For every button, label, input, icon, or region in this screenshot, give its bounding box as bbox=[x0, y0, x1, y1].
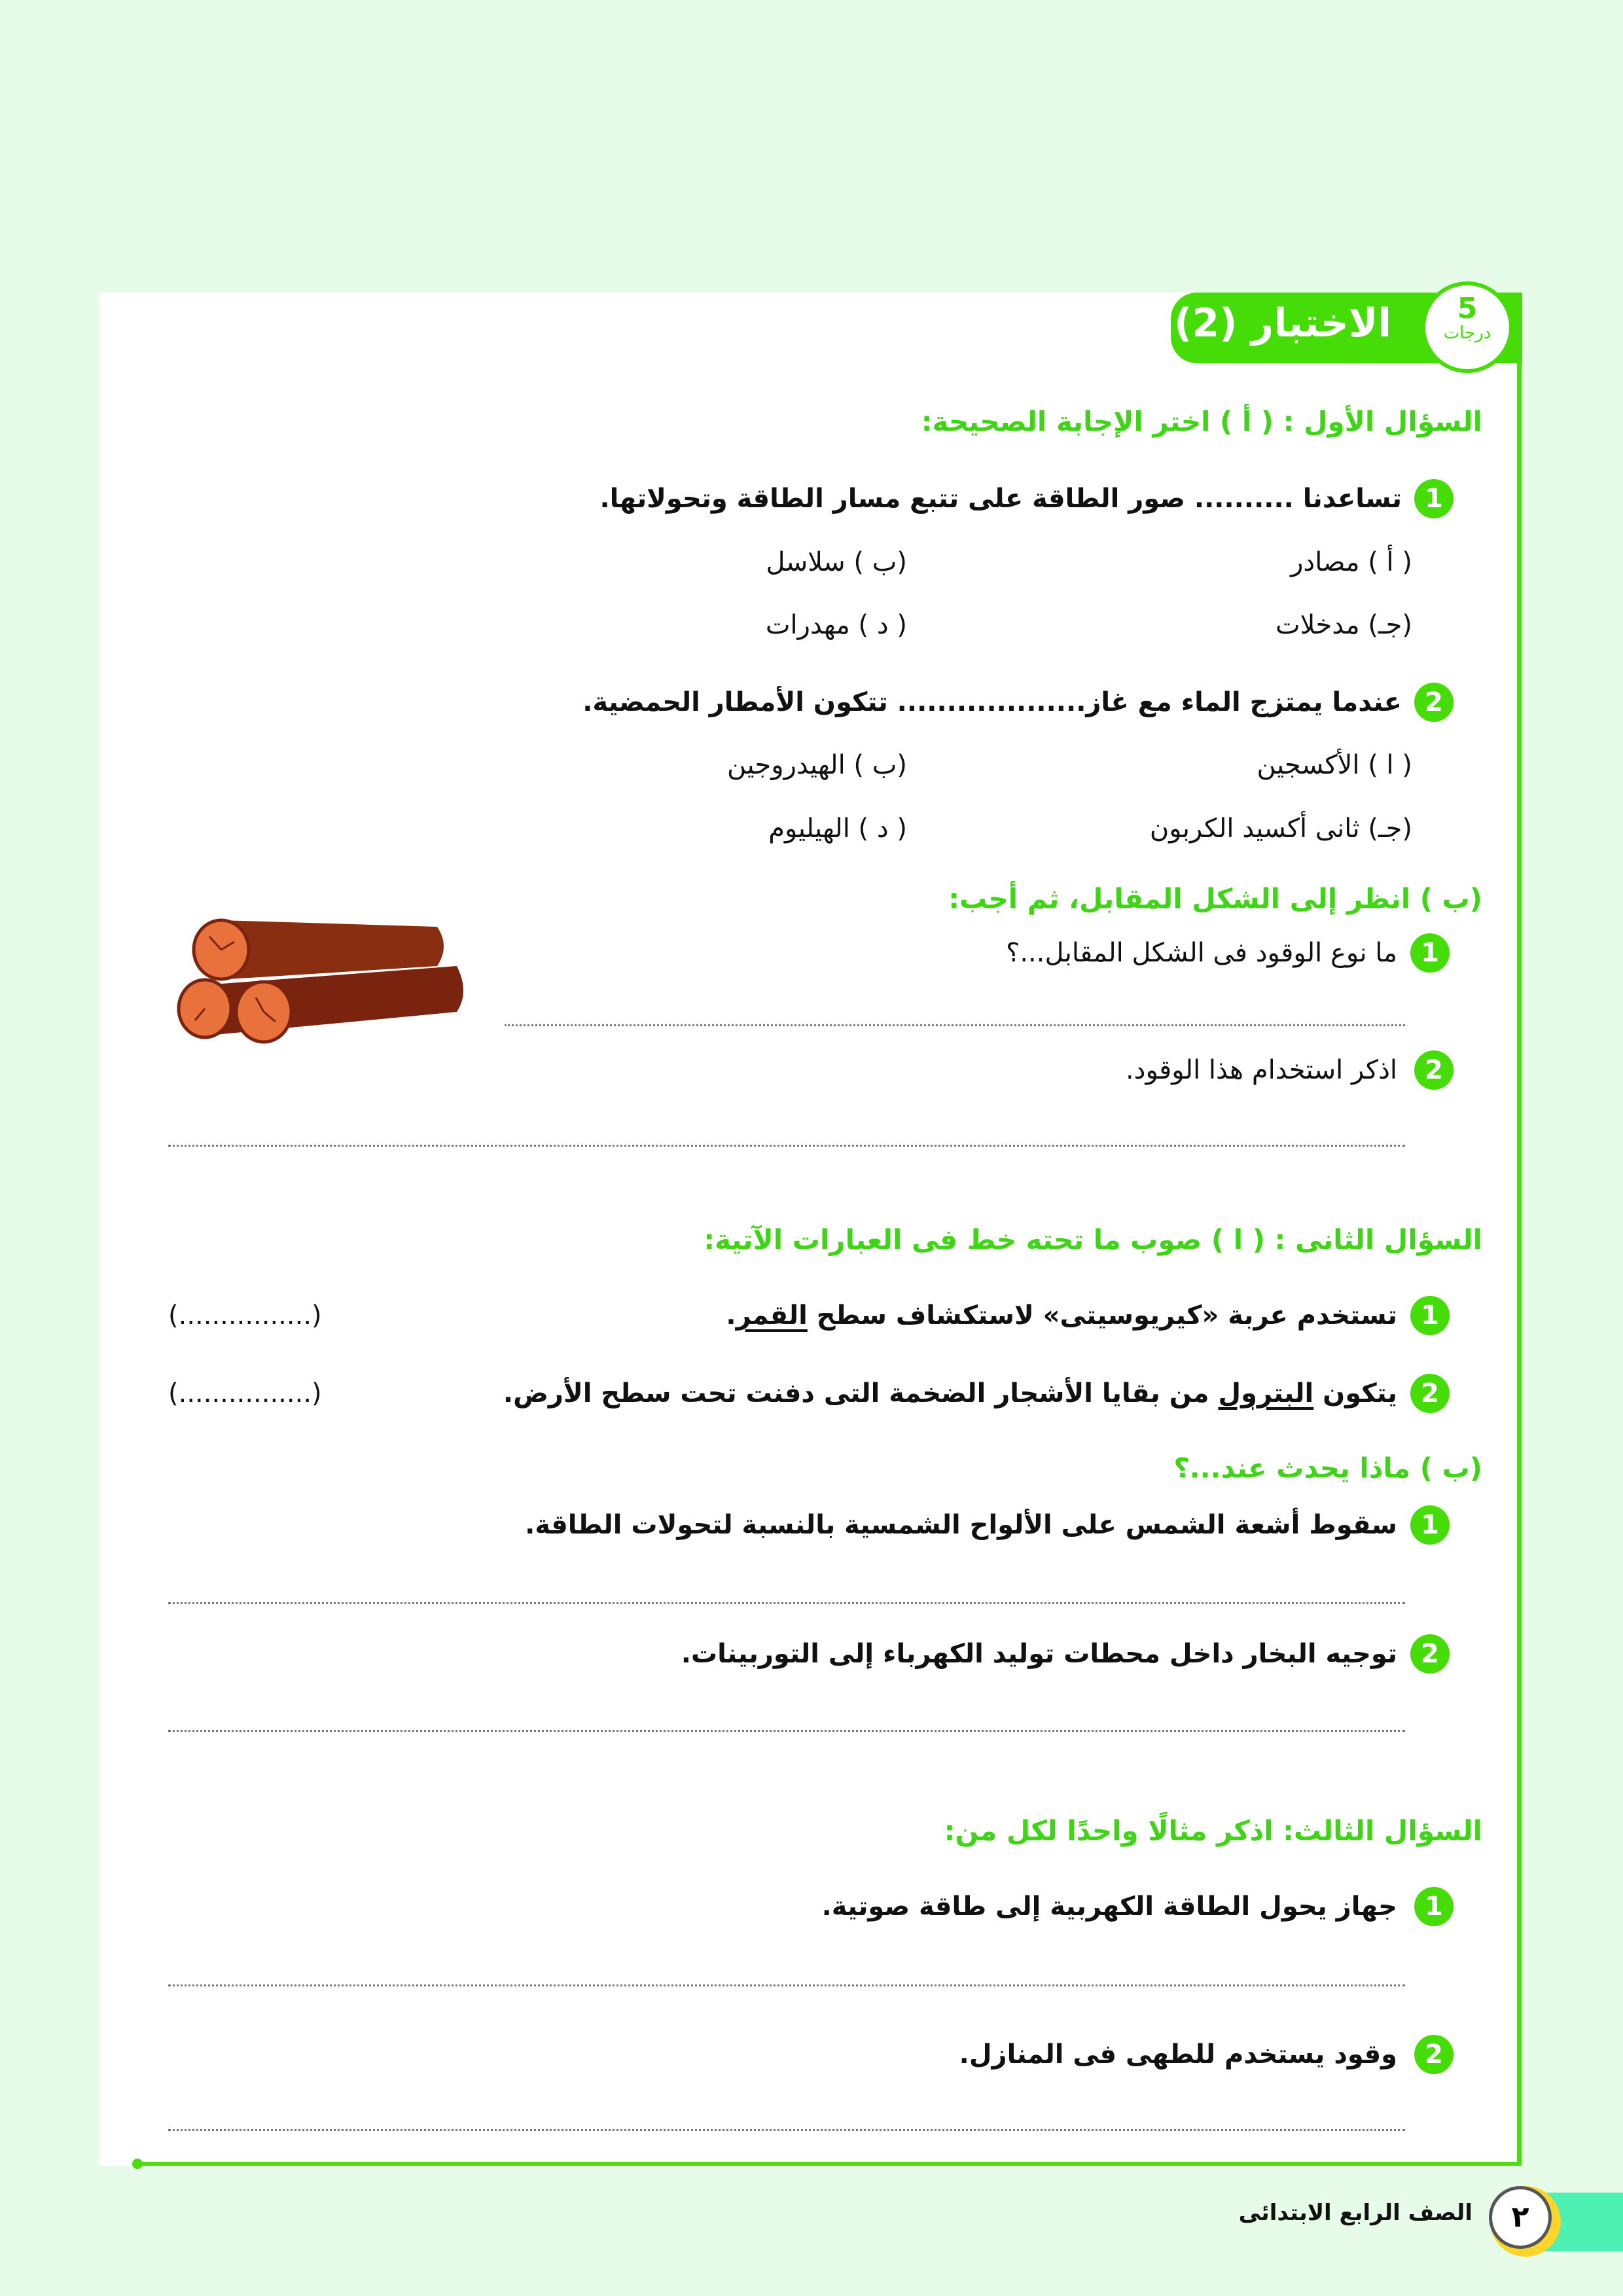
question-2-heading: السؤال الثانى : ( ا ) صوب ما تحته خط فى العبارات الآتية: bbox=[704, 1223, 1482, 1256]
firewood-logs-image bbox=[175, 907, 470, 1048]
answer-line[interactable] bbox=[168, 1145, 1405, 1147]
statement-part: . bbox=[726, 1300, 736, 1331]
answer-line[interactable] bbox=[168, 1602, 1405, 1604]
question-text: تساعدنا .......... صور الطاقة على تتبع مسار الطاقة وتحولاتها. bbox=[599, 484, 1402, 514]
question-text: توجيه البخار داخل محطات توليد الكهرباء إلى التوربينات. bbox=[681, 1639, 1397, 1669]
answer-line[interactable] bbox=[168, 2129, 1405, 2131]
number-badge: 2 bbox=[1410, 1374, 1450, 1413]
exam-title: الاختبار (2) bbox=[1173, 300, 1391, 346]
number-badge: 1 bbox=[1414, 479, 1454, 518]
question-1-heading: السؤال الأول : ( أ ) اختر الإجابة الصحيحة: bbox=[921, 405, 1482, 438]
page-number: ٢ bbox=[1489, 2186, 1552, 2249]
number-badge: 1 bbox=[1410, 933, 1450, 973]
option[interactable]: (جـ) مدخلات bbox=[1275, 610, 1412, 640]
statement-text bbox=[503, 1378, 1397, 1408]
question-text: سقوط أشعة الشمس على الألواح الشمسية بالنسبة لتحولات الطاقة. bbox=[525, 1510, 1397, 1540]
number-badge: 1 bbox=[1414, 1887, 1454, 1926]
question-1b-heading: (ب ) انظر إلى الشكل المقابل، ثم أجب: bbox=[948, 882, 1482, 915]
option[interactable]: (ب ) سلاسل bbox=[766, 547, 907, 577]
number-badge: 1 bbox=[1410, 1296, 1450, 1335]
number-badge: 2 bbox=[1410, 1634, 1450, 1674]
underlined-word: القمر bbox=[736, 1300, 808, 1331]
option[interactable]: ( د ) مهدرات bbox=[765, 610, 907, 640]
number-badge: 1 bbox=[1410, 1505, 1450, 1545]
statement-part: تستخدم عربة «كيريوسيتى» لاستكشاف سطح bbox=[807, 1300, 1397, 1331]
frame-border bbox=[1517, 363, 1522, 2166]
statement-part: من بقايا الأشجار الضخمة التى دفنت تحت سطح الأرض. bbox=[503, 1378, 1219, 1408]
number-badge: 2 bbox=[1414, 2035, 1454, 2074]
grade-label: الصف الرابع الابتدائى bbox=[1238, 2200, 1472, 2226]
question-2b-heading: (ب ) ماذا يحدث عند...؟ bbox=[1173, 1452, 1482, 1484]
option[interactable]: ( د ) الهيليوم bbox=[768, 814, 907, 844]
question-text: جهاز يحول الطاقة الكهربية إلى طاقة صوتية. bbox=[821, 1892, 1397, 1922]
statement-text bbox=[726, 1300, 1397, 1331]
score-label: درجات bbox=[1443, 323, 1491, 343]
answer-line[interactable] bbox=[168, 1730, 1405, 1732]
option[interactable]: (جـ) ثانى أكسيد الكربون bbox=[1149, 814, 1412, 844]
number-badge: 2 bbox=[1414, 683, 1454, 722]
underlined-word: البترول bbox=[1218, 1378, 1314, 1408]
question-text: عندما يمتزج الماء مع غاز................... تتكون الأمطار الحمضية. bbox=[582, 687, 1402, 717]
question-text: اذكر استخدام هذا الوقود. bbox=[1125, 1055, 1397, 1085]
answer-line[interactable] bbox=[505, 1024, 1405, 1026]
number-badge: 2 bbox=[1414, 1050, 1454, 1090]
score-value: 5 bbox=[1457, 292, 1478, 325]
statement-part: يتكون bbox=[1313, 1378, 1397, 1408]
option[interactable]: (ب ) الهيدروجين bbox=[727, 750, 907, 780]
score-badge bbox=[1421, 281, 1513, 373]
answer-line[interactable] bbox=[168, 1984, 1405, 1986]
option[interactable]: ( ا ) الأكسجين bbox=[1257, 750, 1412, 780]
option[interactable]: ( أ ) مصادر bbox=[1291, 547, 1412, 577]
question-3-heading: السؤال الثالث: اذكر مثالًا واحدًا لكل من: bbox=[944, 1814, 1482, 1847]
correction-blank[interactable]: (................) bbox=[168, 1300, 322, 1331]
question-text: ما نوع الوقود فى الشكل المقابل...؟ bbox=[1006, 938, 1397, 968]
frame-border bbox=[137, 2162, 1522, 2166]
frame-dot bbox=[132, 2159, 143, 2169]
correction-blank[interactable]: (................) bbox=[168, 1378, 322, 1408]
question-text: وقود يستخدم للطهى فى المنازل. bbox=[959, 2039, 1397, 2070]
